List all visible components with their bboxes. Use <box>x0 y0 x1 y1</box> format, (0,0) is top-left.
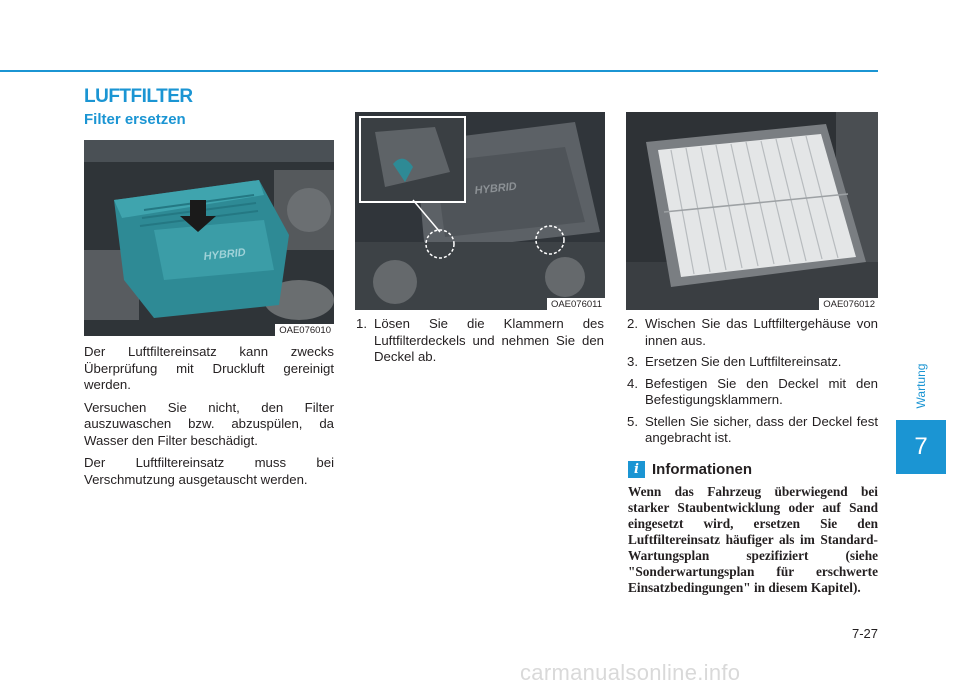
cover-label: HYBRID <box>203 246 247 263</box>
step-number: 3. <box>627 354 638 369</box>
column-3-text <box>627 316 878 452</box>
photo-caption: OAE076011 <box>547 298 605 310</box>
step-number: 2. <box>627 316 638 331</box>
step-item <box>627 376 878 409</box>
engine-cover-photo <box>84 140 334 336</box>
step-text: Wischen Sie das Luftfiltergehäuse von innen aus. <box>645 316 878 348</box>
clamps-illustration <box>355 112 605 310</box>
step-item <box>627 354 878 371</box>
chapter-tab[interactable]: 7 <box>896 420 946 474</box>
step-list <box>627 316 878 447</box>
chapter-label <box>906 356 936 416</box>
top-rule <box>0 70 878 72</box>
column-2-text <box>356 316 604 371</box>
engine-cover-illustration <box>84 140 334 336</box>
step-item <box>627 414 878 447</box>
step-item <box>356 316 604 366</box>
air-filter-illustration <box>626 112 878 310</box>
step-list <box>356 316 604 366</box>
info-title: Informationen <box>652 461 752 478</box>
info-text: Wenn das Fahrzeug überwiegend bei starker Staubentwicklung oder auf Sand eingesetzt wird, ersetzen Sie den Luftfiltereinsatz häufiger als im Standard-Wartungsplan spezifiziert (siehe "Sonderwartungsplan für erschwerte Einsatzbedingungen" in diesem Kapitel). <box>628 484 878 595</box>
step-number: 5. <box>627 413 638 429</box>
step-text: Befestigen Sie den Deckel mit den Befestigungsklammern. <box>645 375 878 407</box>
paragraph: Versuchen Sie nicht, den Filter auszuwaschen bzw. abzuspülen, da Wasser den Filter beschädigt. <box>84 399 334 448</box>
column-1-text <box>84 344 334 488</box>
step-number: 4. <box>627 375 638 391</box>
subsection-title: Filter ersetzen <box>84 111 186 128</box>
step-text: Ersetzen Sie den Luftfiltereinsatz. <box>645 354 842 369</box>
step-item <box>627 316 878 349</box>
step-number: 1. <box>356 316 367 331</box>
photo-caption: OAE076010 <box>275 324 334 336</box>
step-text: Lösen Sie die Klammern des Luftfilterdeckels und nehmen Sie den Deckel ab. <box>374 316 604 364</box>
paragraph: Der Luftfiltereinsatz kann zwecks Überprüfung mit Druckluft gereinigt werden. <box>84 344 334 392</box>
clamps-photo <box>355 112 605 310</box>
info-icon: i <box>628 461 645 478</box>
watermark: carmanualsonline.info <box>520 660 741 685</box>
paragraph: Der Luftfiltereinsatz muss bei Verschmutzung ausgetauscht werden. <box>84 455 334 487</box>
chapter-label-text: Wartung <box>914 363 928 409</box>
cover-label: HYBRID <box>474 180 518 197</box>
air-filter-photo <box>626 112 878 310</box>
step-text: Stellen Sie sicher, dass der Deckel fest angebracht ist. <box>645 413 878 445</box>
section-title: LUFTFILTER <box>84 86 193 107</box>
page-number: 7-27 <box>851 626 878 641</box>
photo-caption: OAE076012 <box>819 298 878 310</box>
